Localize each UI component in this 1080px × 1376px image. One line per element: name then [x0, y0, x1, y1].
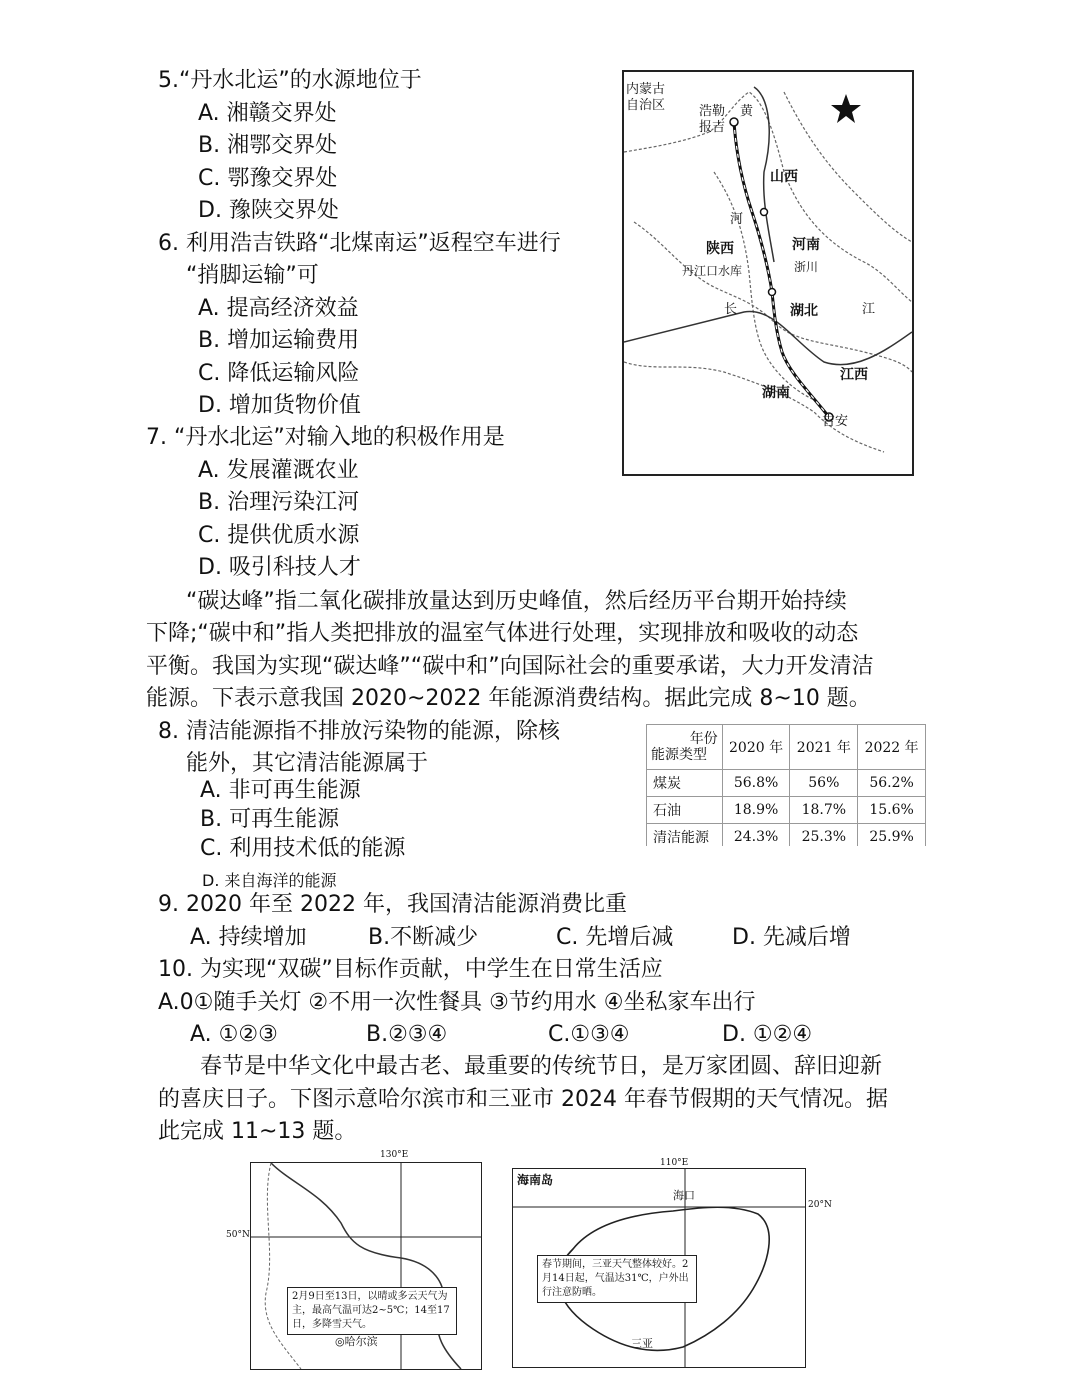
q5-option-c: C. 鄂豫交界处 — [198, 166, 338, 191]
table-corner-header — [647, 725, 723, 770]
q10-option-c: C.①③④ — [548, 1022, 630, 1047]
q5-stem: 5.“丹水北运”的水源地位于 — [158, 68, 422, 93]
row-type: 清洁能源 — [647, 824, 723, 847]
label-hunan: 湖南 — [762, 385, 790, 401]
label-henan: 河南 — [792, 237, 820, 253]
q10-option-d: D. ①②④ — [722, 1022, 813, 1047]
passage1-line1: “碳达峰”指二氧化碳排放量达到历史峰值，然后经历平台期开始持续 — [186, 589, 847, 614]
q9-stem: 9. 2020 年至 2022 年，我国清洁能源消费比重 — [158, 892, 627, 917]
q6-stem-line2: “捎脚运输”可 — [186, 263, 319, 288]
cell-value: 56% — [790, 770, 858, 797]
q10-stem: 10. 为实现“双碳”目标作贡献，中学生在日常生活应 — [158, 957, 663, 982]
label-danjiang: 丹江口水库 — [682, 264, 743, 278]
label-nmg1: 内蒙古 — [626, 82, 666, 97]
q7-option-d: D. 吸引科技人才 — [198, 555, 361, 580]
label-hubei: 湖北 — [790, 303, 818, 319]
q7-option-b: B. 治理污染江河 — [198, 490, 360, 515]
q6-option-d: D. 增加货物价值 — [198, 393, 361, 418]
label-jiangxi: 江西 — [840, 367, 868, 383]
header-type: 能源类型 — [651, 747, 707, 763]
label-baoji: 报吉 — [699, 120, 726, 135]
table-row — [647, 824, 926, 847]
q5-option-b: B. 湘鄂交界处 — [198, 133, 338, 158]
header-year-2021: 2021 年 — [790, 725, 858, 770]
q8-option-c: C. 利用技术低的能源 — [200, 836, 406, 861]
q8-option-d: D. 来自海洋的能源 — [202, 871, 337, 890]
q6-option-c: C. 降低运输风险 — [198, 361, 360, 386]
q7-option-a: A. 发展灌溉农业 — [198, 458, 359, 483]
cell-value: 18.9% — [722, 797, 790, 824]
q6-option-b: B. 增加运输费用 — [198, 328, 360, 353]
q6-stem-line1: 6. 利用浩吉铁路“北煤南运”返程空车进行 — [158, 231, 561, 256]
table-row — [647, 797, 926, 824]
q7-stem: 7. “丹水北运”对输入地的积极作用是 — [146, 425, 505, 450]
cell-value: 25.3% — [790, 824, 858, 847]
energy-table-wrapper — [646, 724, 926, 846]
q9-option-d: D. 先减后增 — [732, 925, 851, 950]
q8-stem-line1: 8. 清洁能源指不排放污染物的能源，除核 — [158, 719, 560, 744]
q7-option-c: C. 提供优质水源 — [198, 523, 360, 548]
cell-value: 15.6% — [858, 797, 926, 824]
header-year-2022: 2022 年 — [858, 725, 926, 770]
q5-option-a: A. 湘赣交界处 — [198, 101, 337, 126]
passage1-line3: 平衡。我国为实现“碳达峰”“碳中和”向国际社会的重要承诺，大力开发清洁 — [146, 654, 874, 679]
header-year: 年份 — [689, 731, 718, 747]
haoji-railway-map — [622, 70, 914, 476]
q10-option-a: A. ①②③ — [190, 1022, 278, 1047]
q6-option-a: A. 提高经济效益 — [198, 296, 359, 321]
row-type: 煤炭 — [647, 770, 723, 797]
harbin-weather-note: 2月9日至13日，以晴或多云天气为主，最高气温可达2~5℃；14至17日，多降雪天气。 — [287, 1287, 457, 1335]
row-type: 石油 — [647, 797, 723, 824]
passage1-line4: 能源。下表示意我国 2020~2022 年能源消费结构。据此完成 8~10 题。 — [146, 686, 871, 711]
cell-value: 56.2% — [858, 770, 926, 797]
q10-items: A.0①随手关灯 ②不用一次性餐具 ③节约用水 ④坐私家车出行 — [158, 990, 756, 1015]
cell-value: 18.7% — [790, 797, 858, 824]
hainan-map — [512, 1168, 806, 1368]
label-shaanxi: 陕西 — [706, 241, 734, 257]
cell-value: 56.8% — [722, 770, 790, 797]
passage2-line1: 春节是中华文化中最古老、最重要的传统节日，是万家团圆、辞旧迎新 — [200, 1054, 883, 1079]
hainan-sanya-label: 三亚 — [631, 1337, 653, 1350]
passage2-line3: 此完成 11~13 题。 — [158, 1119, 357, 1144]
passage1-line2: 下降;“碳中和”指人类把排放的温室气体进行处理，实现排放和吸收的动态 — [146, 621, 859, 646]
harbin-lon-label: 130°E — [380, 1150, 409, 1160]
label-haole: 浩勒 — [699, 104, 726, 119]
label-jiang: 江 — [862, 302, 876, 317]
label-xichuan: 浙川 — [794, 260, 819, 274]
q10-option-b: B.②③④ — [366, 1022, 448, 1047]
q9-option-a: A. 持续增加 — [190, 925, 307, 950]
q8-stem-line2: 能外，其它清洁能源属于 — [186, 751, 429, 776]
hainan-haikou-label: 海口 — [673, 1189, 695, 1202]
cell-value: 25.9% — [858, 824, 926, 847]
hainan-lat-label: 20°N — [808, 1200, 832, 1210]
harbin-map — [250, 1162, 482, 1370]
q9-option-c: C. 先增后减 — [556, 925, 674, 950]
label-jian: 吉安 — [822, 414, 849, 429]
label-chang: 长 — [724, 302, 738, 317]
table-row — [647, 770, 926, 797]
hainan-weather-note: 春节期间，三亚天气整体较好。2月14日起，气温达31℃，户外出行注意防晒。 — [537, 1255, 697, 1303]
passage2-line2: 的喜庆日子。下图示意哈尔滨市和三亚市 2024 年春节假期的天气情况。据 — [158, 1087, 888, 1112]
label-shanxi: 山西 — [770, 169, 798, 185]
energy-table — [646, 724, 926, 846]
cell-value: 24.3% — [722, 824, 790, 847]
q9-option-b: B.不断减少 — [368, 925, 479, 950]
harbin-city-label: ◎哈尔滨 — [335, 1335, 378, 1348]
hainan-title: 海南岛 — [517, 1173, 554, 1187]
label-he: 河 — [730, 212, 744, 227]
map-lines — [624, 72, 912, 474]
header-year-2020: 2020 年 — [722, 725, 790, 770]
label-nmg2: 自治区 — [626, 98, 666, 113]
hainan-lon-label: 110°E — [660, 1158, 689, 1168]
q8-option-a: A. 非可再生能源 — [200, 778, 361, 803]
label-huang: 黄 — [740, 104, 754, 119]
q8-option-b: B. 可再生能源 — [200, 807, 340, 832]
q5-option-d: D. 豫陕交界处 — [198, 198, 339, 223]
harbin-lat-label: 50°N — [226, 1230, 250, 1240]
